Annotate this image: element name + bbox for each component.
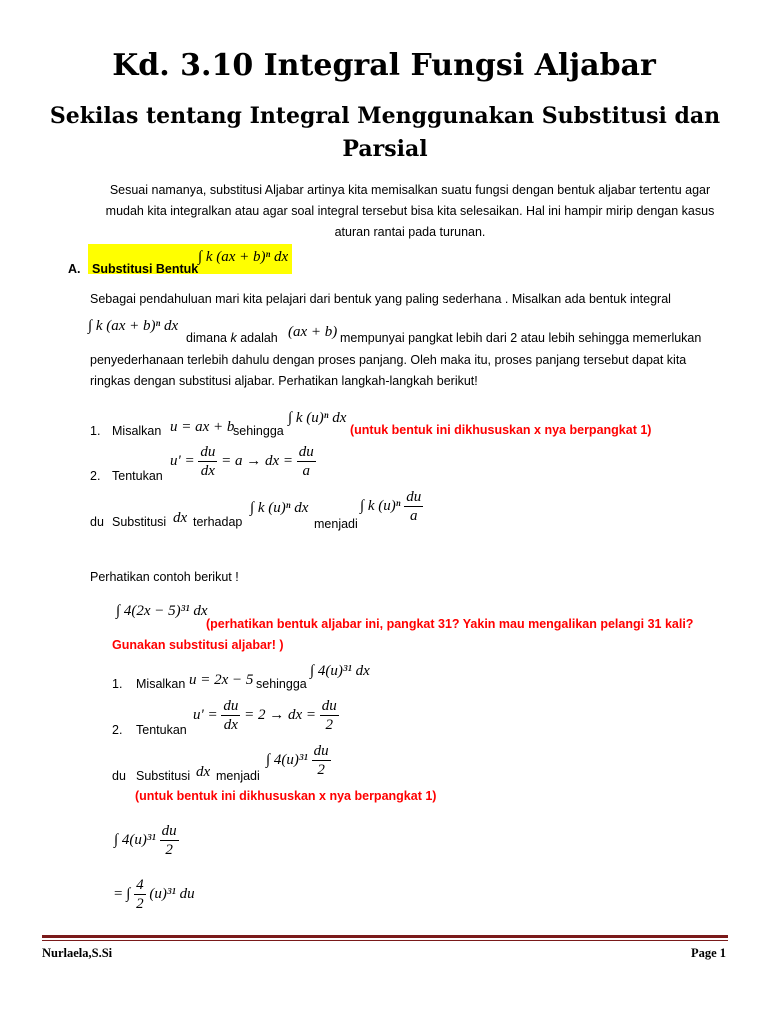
step-1-number: 1. [90, 424, 101, 438]
result-1: ∫ 4(u)³¹ $\frac{du}{2}$ [114, 823, 177, 858]
text-dimana: dimana k adalah [186, 331, 278, 345]
cstep-1-mid: sehingga [256, 677, 307, 691]
cstep-2-label: Tentukan [136, 723, 187, 737]
footer-page-number: Page 1 [690, 946, 726, 960]
cstep-3-note: (untuk bentuk ini dikhususkan x nya berpangkat 1) [135, 789, 437, 803]
cstep-3-number: du [112, 769, 126, 783]
cstep-3-result: ∫ 4(u)³¹ $\frac{du}{2}$ [266, 743, 329, 778]
step-3-mid2: menjadi [314, 517, 358, 531]
step-3-label: Substitusi [112, 515, 167, 529]
intro-paragraph: Sesuai namanya, substitusi Aljabar artinya kita memisalkan suatu fungsi dengan bentuk aljabar tertentu agar mudah kita integralkan atau agar soal integral tersebut bisa kita selesaikan. Hal ini hampir mirip dengan kasus aturan rantai pada turunan. [105, 183, 715, 239]
contoh-formula: ∫ 4(2x − 5)³¹ dx [116, 603, 208, 619]
cstep-2-derivative: u' = $\frac{du}{dx}$ = 2 → dx = $\frac{du}{2}$ [193, 698, 337, 733]
section-a-letter: A. [68, 262, 81, 276]
section-a-heading: Substitusi Bentuk [92, 262, 199, 276]
step-1-mid: sehingga [233, 424, 284, 438]
footer-author: Nurlaela,S.Si [42, 946, 113, 960]
contoh-note-1: (perhatikan bentuk aljabar ini, pangkat 31? Yakin mau mengalikan pelangi 31 kali? [206, 617, 694, 631]
step-3-mid: terhadap [193, 515, 243, 529]
section-a-formula: ∫ k (ax + b)ⁿ dx [198, 249, 289, 265]
formula-kaxbn: ∫ k (ax + b)ⁿ dx [88, 318, 179, 334]
step-2-label: Tentukan [112, 469, 163, 483]
page-subtitle: Sekilas tentang Integral Menggunakan Substitusi dan Parsial [49, 103, 721, 162]
cstep-3-label: Substitusi [136, 769, 191, 783]
cstep-3-mid: menjadi [216, 769, 260, 783]
step-2-number: 2. [90, 469, 101, 483]
step-3-formula: ∫ k (u)ⁿ dx [250, 500, 309, 516]
contoh-note-2: Gunakan substitusi aljabar! ) [112, 638, 284, 652]
step-2-derivative: u' = $\frac{du}{dx}$ = a → dx = $\frac{du}{a}$ [170, 444, 314, 479]
cstep-1-formula2: ∫ 4(u)³¹ dx [310, 663, 370, 679]
formula-axb: (ax + b) [288, 324, 338, 340]
result-2: = ∫ $\frac{4}{2}$ (u)³¹ du [114, 877, 195, 912]
footer-rule-thin [42, 940, 728, 941]
step-3-dx: dx [173, 510, 188, 526]
cstep-1-label: Misalkan [136, 677, 186, 691]
pendahuluan-text: Sebagai pendahuluan mari kita pelajari dari bentuk yang paling sederhana . Misalkan ada bentuk integral [90, 292, 671, 306]
cstep-2-number: 2. [112, 723, 123, 737]
paragraph-penyederhanaan: penyederhanaan terlebih dahulu dengan proses panjang. Oleh maka itu, proses panjang tersebut dapat kita ringkas dengan substitusi aljabar. Perhatikan langkah-langkah berikut! [90, 353, 687, 388]
footer-rule [42, 935, 728, 938]
cstep-1-formula: u = 2x − 5 [189, 672, 254, 688]
step-3-result: ∫ k (u)ⁿ $\frac{du}{a}$ [360, 489, 422, 524]
step-1-note: (untuk bentuk ini dikhususkan x nya berpangkat 1) [350, 423, 652, 437]
cstep-3-dx: dx [196, 764, 211, 780]
contoh-heading: Perhatikan contoh berikut ! [90, 570, 239, 584]
page-title: Kd. 3.10 Integral Fungsi Aljabar [112, 48, 656, 83]
cstep-1-number: 1. [112, 677, 123, 691]
step-1-formula2: ∫ k (u)ⁿ dx [288, 410, 347, 426]
step-1-formula: u = ax + b [170, 419, 235, 435]
step-3-number: du [90, 515, 104, 529]
step-1-label: Misalkan [112, 424, 162, 438]
text-mempunyai: mempunyai pangkat lebih dari 2 atau lebih sehingga memerlukan [340, 331, 702, 345]
